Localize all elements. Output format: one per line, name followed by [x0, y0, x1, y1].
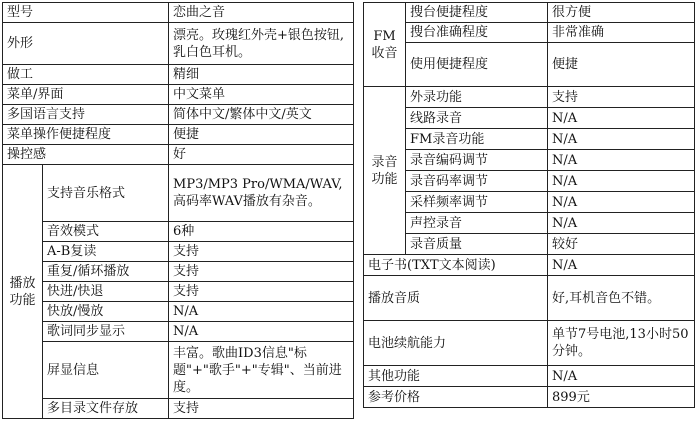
row-label: 多目录文件存放 — [43, 399, 169, 419]
table-row — [364, 276, 695, 321]
row-label: 采样频率调节 — [406, 192, 548, 213]
table-row — [3, 23, 354, 65]
table-row — [364, 213, 695, 234]
row-label: 使用便捷程度 — [406, 43, 548, 87]
table-row — [364, 171, 695, 192]
table-row — [364, 387, 695, 408]
table-row — [3, 85, 354, 105]
row-label: 电池续航能力 — [364, 321, 548, 366]
row-value: N/A — [548, 192, 695, 213]
row-label: 菜单操作便捷程度 — [3, 125, 169, 145]
row-value: 丰富。歌曲ID3信息"标题"+"歌手"+"专辑"、当前进度。 — [169, 342, 354, 399]
row-value: N/A — [548, 129, 695, 150]
row-label: 外录功能 — [406, 87, 548, 108]
table-row — [364, 3, 695, 23]
row-label: 支持音乐格式 — [43, 165, 169, 222]
row-label: 多国语言支持 — [3, 105, 169, 125]
row-value: N/A — [548, 213, 695, 234]
table-row — [3, 282, 354, 302]
table-row — [364, 321, 695, 366]
row-value: 好,耳机音色不错。 — [548, 276, 695, 321]
row-label: 参考价格 — [364, 387, 548, 408]
row-value: 6种 — [169, 222, 354, 242]
row-value: N/A — [169, 302, 354, 322]
row-label: 搜台准确程度 — [406, 23, 548, 43]
row-value: 支持 — [169, 282, 354, 302]
group-title-playback: 播放功能 — [3, 165, 43, 419]
row-value: 很方便 — [548, 3, 695, 23]
table-row — [3, 105, 354, 125]
table-row — [3, 322, 354, 342]
table-row — [3, 342, 354, 399]
row-value: N/A — [548, 255, 695, 276]
table-row — [364, 129, 695, 150]
row-value: 较好 — [548, 234, 695, 255]
row-value: 好 — [169, 145, 354, 165]
row-label: 快放/慢放 — [43, 302, 169, 322]
row-label: 型号 — [3, 3, 169, 23]
table-row — [364, 23, 695, 43]
table-row — [364, 108, 695, 129]
row-label: 屏显信息 — [43, 342, 169, 399]
row-label: 录音质量 — [406, 234, 548, 255]
row-value: N/A — [169, 322, 354, 342]
row-value: 支持 — [169, 242, 354, 262]
table-row — [364, 87, 695, 108]
table-row — [364, 43, 695, 87]
left-spec-table — [2, 2, 354, 419]
row-value: 非常准确 — [548, 23, 695, 43]
row-value: N/A — [548, 150, 695, 171]
row-value: MP3/MP3 Pro/WMA/WAV,高码率WAV播放有杂音。 — [169, 165, 354, 222]
row-label: 线路录音 — [406, 108, 548, 129]
table-row — [3, 145, 354, 165]
row-label: 录音码率调节 — [406, 171, 548, 192]
row-label: 菜单/界面 — [3, 85, 169, 105]
row-label: 歌词同步显示 — [43, 322, 169, 342]
row-label: 音效模式 — [43, 222, 169, 242]
row-label: 播放音质 — [364, 276, 548, 321]
table-row — [3, 399, 354, 419]
row-label: FM录音功能 — [406, 129, 548, 150]
row-value: 899元 — [548, 387, 695, 408]
row-value: 恋曲之音 — [169, 3, 354, 23]
table-row — [364, 366, 695, 387]
row-label: 搜台便捷程度 — [406, 3, 548, 23]
table-row — [3, 65, 354, 85]
group-title-fm-radio: FM收音 — [364, 3, 406, 87]
row-value: 支持 — [169, 262, 354, 282]
row-label: 其他功能 — [364, 366, 548, 387]
row-value: 支持 — [169, 399, 354, 419]
row-value: 中文菜单 — [169, 85, 354, 105]
row-label: 重复/循环播放 — [43, 262, 169, 282]
row-value: N/A — [548, 108, 695, 129]
table-row — [3, 3, 354, 23]
row-label: 外形 — [3, 23, 169, 65]
group-title-recording: 录音功能 — [364, 87, 406, 255]
row-label: 做工 — [3, 65, 169, 85]
row-value: 支持 — [548, 87, 695, 108]
table-row — [364, 255, 695, 276]
row-value: N/A — [548, 171, 695, 192]
row-value: 便捷 — [169, 125, 354, 145]
row-value: 单节7号电池,13小时50分钟。 — [548, 321, 695, 366]
table-row — [364, 192, 695, 213]
right-spec-table — [363, 2, 695, 408]
table-row — [3, 165, 354, 222]
table-row — [3, 222, 354, 242]
row-label: 操控感 — [3, 145, 169, 165]
row-value: 便捷 — [548, 43, 695, 87]
row-label: 电子书(TXT文本阅读) — [364, 255, 548, 276]
table-row — [3, 125, 354, 145]
row-label: A-B复读 — [43, 242, 169, 262]
row-label: 声控录音 — [406, 213, 548, 234]
table-row — [3, 302, 354, 322]
row-label: 录音编码调节 — [406, 150, 548, 171]
row-value: 简体中文/繁体中文/英文 — [169, 105, 354, 125]
row-value: 精细 — [169, 65, 354, 85]
table-row — [3, 242, 354, 262]
table-row — [364, 150, 695, 171]
row-value: 漂亮。玫瑰红外壳+银色按钮,乳白色耳机。 — [169, 23, 354, 65]
table-row — [364, 234, 695, 255]
row-value: N/A — [548, 366, 695, 387]
row-label: 快进/快退 — [43, 282, 169, 302]
table-row — [3, 262, 354, 282]
